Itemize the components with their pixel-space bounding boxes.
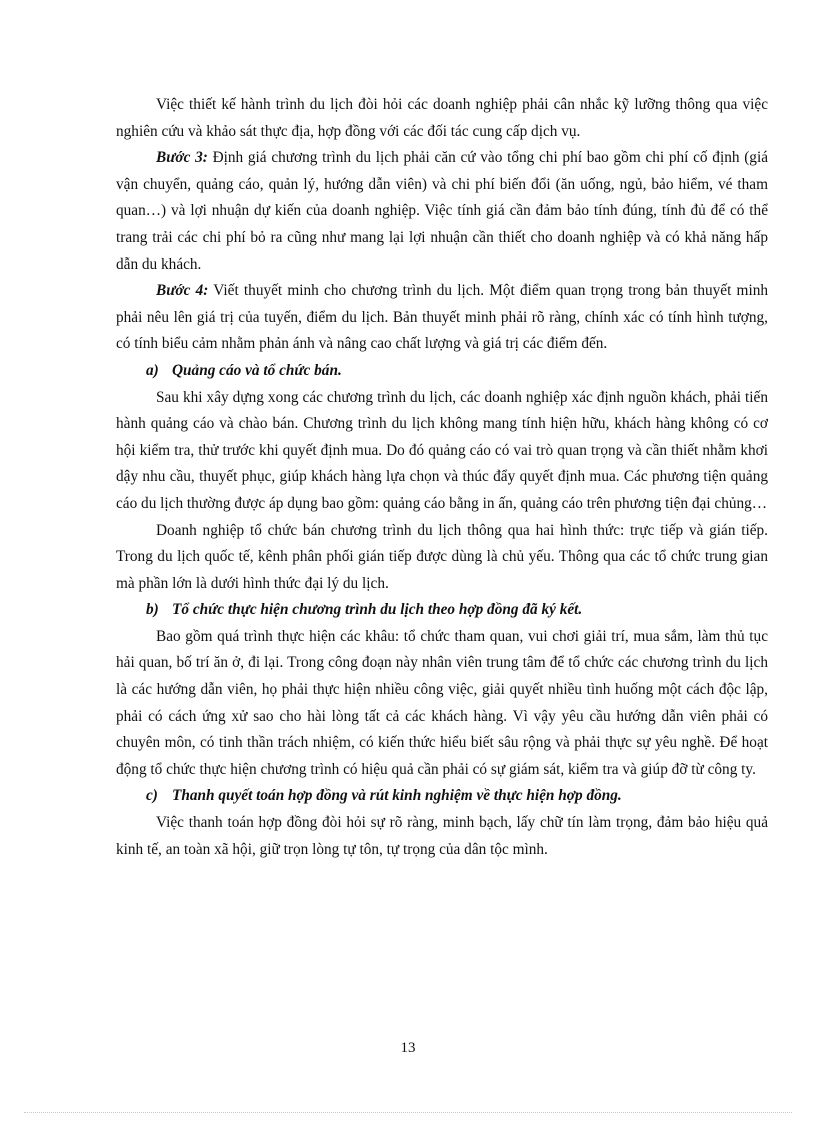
step-4-paragraph: Bước 4: Viết thuyết minh cho chương trình du lịch. Một điểm quan trọng trong bản thuyết minh phải nêu lên giá trị của tuyến, điểm du lịch. Bản thuyết minh phải rõ ràng, chính xác có tính hình tượng, có tính biểu cảm nhằm phản ánh và nâng cao chất lượng và giá trị các điểm đến. bbox=[116, 282, 768, 353]
section-heading-b: b) Tổ chức thực hiện chương trình du lịch theo hợp đồng đã ký kết. bbox=[146, 601, 583, 619]
step-3-label: Bước 3: bbox=[156, 149, 208, 167]
body-paragraph: Việc thanh toán hợp đồng đòi hỏi sự rõ ràng, minh bạch, lấy chữ tín làm trọng, đảm bảo hiệu quả kinh tế, an toàn xã hội, giữ trọn lòng tự tôn, tự trọng của dân tộc mình. bbox=[116, 814, 768, 858]
page-bottom-divider bbox=[24, 1112, 792, 1113]
body-paragraph: Doanh nghiệp tổ chức bán chương trình du lịch thông qua hai hình thức: trực tiếp và gián tiếp. Trong du lịch quốc tế, kênh phân phối gián tiếp được dùng là chủ yếu. Thông qua các tổ chức trung gian mà phần lớn là dưới hình thức đại lý du lịch. bbox=[116, 521, 768, 592]
body-paragraph: Sau khi xây dựng xong các chương trình du lịch, các doanh nghiệp xác định nguồn khách, phải tiến hành quảng cáo và chào bán. Chương trình du lịch không mang tính hiện hữu, khách hàng không có cơ hội kiểm tra, thử trước khi quyết định mua. Do đó quảng cáo có vai trò quan trọng và cần thiết nhằm khơi dậy nhu cầu, thuyết phục, giúp khách hàng lựa chọn và thúc đẩy quyết định mua. Các phương tiện quảng cáo du lịch thường được áp dụng bao gồm: quảng cáo bằng in ấn, quảng cáo trên phương tiện đại chủng… bbox=[116, 388, 768, 512]
step-4-label: Bước 4: bbox=[156, 282, 209, 300]
step-3-paragraph: Bước 3: Định giá chương trình du lịch phải căn cứ vào tổng chi phí bao gồm chi phí cố định (giá vận chuyển, quảng cáo, quản lý, hướng dẫn viên) và chi phí biến đổi (ăn uống, ngủ, bảo hiểm, vé tham quan…) và lợi nhuận dự kiến của doanh nghiệp. Việc tính giá cần đảm bảo tính đúng, tính đủ để có thể trang trải các chi phí bỏ ra cũng như mang lại lợi nhuận cần thiết cho doanh nghiệp và có khả năng hấp dẫn du khách. bbox=[116, 149, 769, 273]
page-number: 13 bbox=[400, 1040, 416, 1056]
document-page bbox=[116, 92, 768, 863]
section-heading-c: c) Thanh quyết toán hợp đồng và rút kinh nghiệm về thực hiện hợp đồng. bbox=[146, 787, 622, 805]
body-paragraph: Bao gồm quá trình thực hiện các khâu: tổ chức tham quan, vui chơi giải trí, mua sắm, làm thủ tục hải quan, bố trí ăn ở, đi lại. Trong công đoạn này nhân viên trung tâm để tổ chức các chương trình du lịch là các hướng dẫn viên, họ phải thực hiện nhiều công việc, giải quyết nhiều tình huống một cách độc lập, phải có cách ứng xử sao cho hài lòng tất cả các khách hàng. Vì vậy yêu cầu hướng dẫn viên phải có chuyên môn, có tinh thần trách nhiệm, có kiến thức hiểu biết sâu rộng và phải thực sự yêu nghề. Để hoạt động tổ chức thực hiện chương trình có hiệu quả cần phải có sự giám sát, kiểm tra và giúp đỡ từ công ty. bbox=[116, 627, 768, 778]
body-paragraph: Việc thiết kế hành trình du lịch đòi hỏi các doanh nghiệp phải cân nhắc kỹ lưỡng thông qua việc nghiên cứu và khảo sát thực địa, hợp đồng với các đối tác cung cấp dịch vụ. bbox=[116, 96, 768, 140]
section-heading-a: a) Quảng cáo và tổ chức bán. bbox=[146, 361, 342, 379]
